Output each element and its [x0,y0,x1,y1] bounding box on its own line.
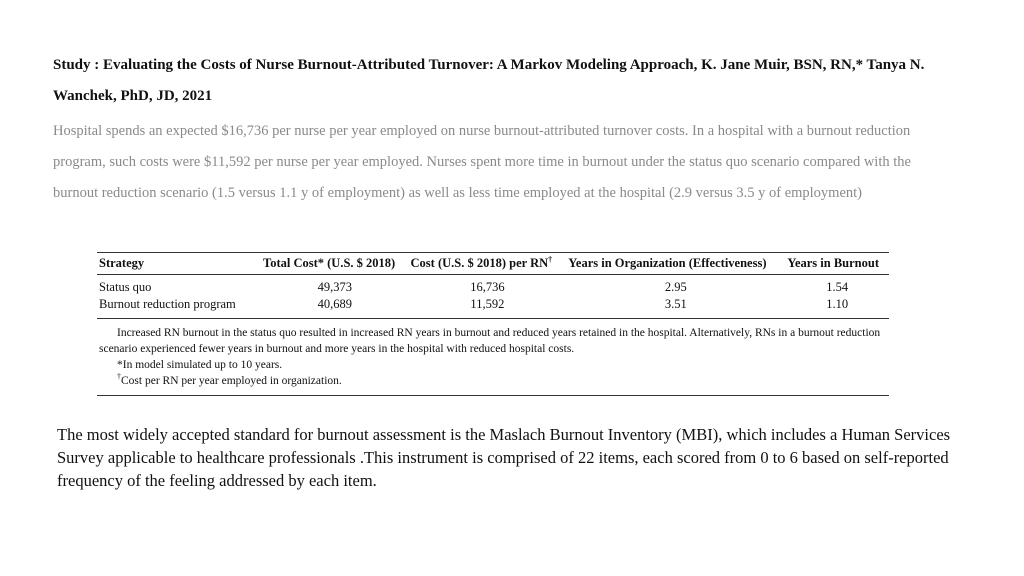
cell-cost-per-rn: 11,592 [470,297,505,311]
cell-total-cost: 49,373 [317,280,352,294]
header-years-burnout: Years in Burnout [785,253,889,275]
header-cost-per-rn [409,253,567,275]
cell-total-cost: 40,689 [317,297,352,311]
cell-strategy: Burnout reduction program [99,297,236,311]
results-table [97,252,889,396]
dagger-mark: † [117,372,121,382]
study-summary: Hospital spends an expected $16,736 per nurse per year employed on nurse burnout-attributed turnover costs. In a hospital with a burnout reduction program, such costs were $11,592 per nurse per year employed. Nurses spent more time in burnout under the status quo scenario compared with the burnout reduction scenario (1.5 versus 1.1 y of employment) as well as less time employed at the hospital (2.9 versus 3.5 y of employment) [53,123,911,201]
table-note-asterisk: *In model simulated up to 10 years. [117,359,283,371]
cell-years-burnout: 1.10 [826,297,849,311]
cell-cost-per-rn: 16,736 [470,280,505,294]
cell-years-burnout: 1.54 [826,280,849,294]
cell-years-org: 3.51 [664,297,687,311]
table-note-dagger [99,373,887,389]
table-note-dagger-text: Cost per RN per year employed in organization. [121,375,342,387]
cell-years-org: 2.95 [664,280,687,294]
header-total-cost: Total Cost* (U.S. $ 2018) [261,253,409,275]
study-title: Study : Evaluating the Costs of Nurse Burnout-Attributed Turnover: A Markov Modeling Approach, K. Jane Muir, BSN, RN,* Tanya N. Wanchek, PhD, JD, 2021 [53,57,925,104]
header-strategy: Strategy [97,253,261,275]
header-years-org: Years in Organization (Effectiveness) [566,253,785,275]
table-note-main: Increased RN burnout in the status quo resulted in increased RN years in burnout and reduced years retained in the hospital. Alternatively, RNs in a burnout reduction scenario experienced fewer years in burnout and more years in the hospital with reduced hospital costs. [99,327,881,355]
cell-strategy: Status quo [99,280,152,294]
dagger-mark: † [548,254,553,264]
header-cost-per-rn-label: Cost (U.S. $ 2018) per RN [410,256,549,270]
table-row [97,275,889,297]
table-notes [97,319,889,396]
mbi-paragraph: The most widely accepted standard for burnout assessment is the Maslach Burnout Inventory (MBI), which includes a Human Services Survey applicable to healthcare professionals .This instrument is comprised of 22 items, each scored from 0 to 6 based on self-reported frequency of the feeling addressed by each item. [57,425,951,490]
table-row [97,296,889,319]
table-header-row [97,253,889,275]
